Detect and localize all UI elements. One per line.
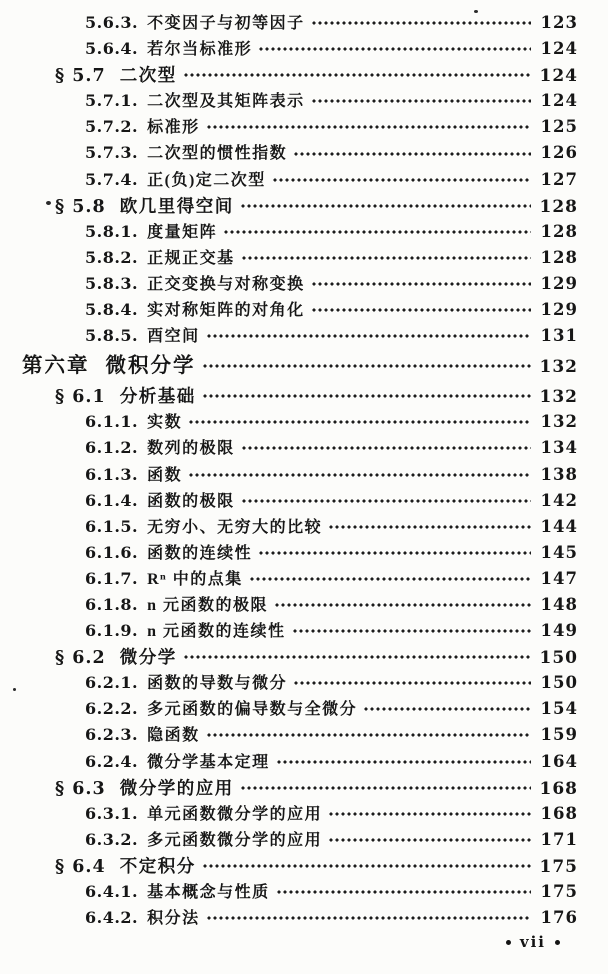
entry-number: 6.1.3. — [85, 464, 139, 484]
dot-leader — [206, 332, 531, 340]
entry-title: 函数 — [147, 466, 183, 484]
toc-entry — [0, 383, 608, 409]
entry-title: 标准形 — [147, 119, 200, 137]
dot-leader — [223, 228, 531, 236]
toc-entry — [0, 618, 608, 644]
entry-page-number: 148 — [540, 594, 578, 614]
entry-page-number: 154 — [540, 699, 578, 719]
entry-number: 5.8.5. — [85, 326, 139, 346]
dot-leader — [276, 758, 531, 766]
entry-number: § 5.7 — [55, 66, 106, 87]
dot-leader — [293, 679, 531, 687]
entry-page-number: 132 — [540, 412, 578, 432]
dot-leader — [311, 19, 531, 27]
entry-number: 5.8.2. — [85, 247, 139, 267]
toc-entry — [0, 905, 608, 931]
entry-title: 函数的导数与微分 — [147, 675, 288, 693]
toc-entry — [0, 775, 608, 801]
entry-page-number: 134 — [540, 438, 578, 458]
entry-number: § 6.3 — [55, 778, 106, 799]
entry-page-number: 175 — [539, 856, 578, 877]
entry-title: 积分法 — [147, 910, 200, 928]
toc-entry — [0, 879, 608, 905]
dot-leader — [241, 497, 531, 505]
toc-entry — [0, 114, 608, 140]
entry-page-number: 150 — [540, 673, 578, 693]
entry-number: § 6.2 — [55, 648, 106, 669]
entry-number: § 6.4 — [55, 856, 106, 877]
entry-page-number: 128 — [539, 196, 578, 217]
entry-page-number: 131 — [540, 326, 578, 346]
entry-title: 酉空间 — [147, 328, 200, 346]
entry-title: 实对称矩阵的对角化 — [147, 302, 305, 320]
toc-entry — [0, 349, 608, 383]
toc-entry — [0, 670, 608, 696]
entry-page-number: 142 — [540, 490, 578, 510]
entry-page-number: 124 — [539, 66, 578, 87]
toc-entry — [0, 540, 608, 566]
entry-title: 基本概念与性质 — [147, 884, 270, 901]
dot-leader — [202, 392, 531, 400]
entry-page-number: 164 — [540, 751, 578, 771]
entry-page-number: 124 — [540, 91, 578, 111]
entry-number: § 5.8 — [55, 196, 106, 217]
entry-title: 多元函数微分学的应用 — [147, 831, 323, 849]
entry-page-number: 128 — [540, 247, 578, 267]
entry-title: 函数的极限 — [147, 492, 235, 510]
entry-title: 分析基础 — [119, 386, 196, 407]
toc-entry — [0, 462, 608, 488]
dot-leader — [206, 914, 531, 922]
toc-entry — [0, 722, 608, 748]
dot-leader — [249, 575, 531, 583]
entry-page-number: 132 — [539, 387, 578, 408]
entry-page-number: 149 — [540, 621, 578, 641]
entry-page-number: 127 — [540, 169, 578, 189]
toc-entry — [0, 10, 608, 36]
dot-leader — [328, 523, 531, 531]
entry-title: 二次型及其矩阵表示 — [147, 93, 305, 111]
toc-entry — [0, 435, 608, 461]
dot-leader — [188, 471, 531, 479]
dot-leader — [183, 653, 531, 661]
entry-number: 6.4.2. — [85, 908, 139, 928]
entry-page-number: 124 — [540, 39, 578, 59]
entry-page-number: 176 — [540, 908, 578, 928]
dot-leader — [183, 71, 531, 79]
toc-entry — [0, 592, 608, 618]
entry-number: 5.7.4. — [85, 169, 139, 189]
entry-title: 正交变换与对称变换 — [147, 275, 305, 293]
toc-list — [0, 10, 608, 931]
dot-leader — [311, 280, 531, 288]
entry-page-number: 159 — [540, 725, 578, 745]
entry-title: 微分学 — [119, 647, 177, 668]
toc-entry — [0, 488, 608, 514]
entry-number: 6.1.8. — [85, 594, 139, 614]
entry-page-number: 147 — [540, 568, 578, 588]
dot-leader — [276, 888, 531, 896]
entry-page-number: 171 — [540, 829, 578, 849]
entry-number: 6.1.1. — [85, 412, 139, 432]
dot-leader — [258, 549, 531, 557]
entry-title: 实数 — [147, 414, 183, 432]
scan-artifact-dot — [474, 10, 478, 13]
entry-page-number: 144 — [540, 516, 578, 536]
toc-entry — [0, 62, 608, 88]
dot-leader — [293, 150, 531, 158]
entry-title: 不定积分 — [119, 855, 196, 876]
entry-number: 5.8.1. — [85, 221, 139, 241]
entry-title: 微分学的应用 — [119, 777, 234, 798]
entry-title: 正规正交基 — [147, 249, 235, 267]
entry-page-number: 175 — [540, 882, 578, 901]
entry-number: 6.2.3. — [85, 725, 139, 745]
entry-number: 5.6.4. — [85, 39, 139, 59]
toc-entry — [0, 36, 608, 62]
dot-leader — [240, 202, 531, 210]
footer-bullet-icon — [506, 940, 511, 945]
entry-page-number: 125 — [540, 117, 578, 137]
entry-title: Rⁿ 中的点集 — [147, 570, 243, 588]
entry-title: 正(负)定二次型 — [147, 171, 266, 189]
entry-page-number: 123 — [540, 13, 578, 32]
dot-leader — [258, 45, 531, 53]
entry-number: 5.6.3. — [85, 13, 139, 32]
dot-leader — [206, 731, 531, 739]
scan-artifact-dot — [46, 201, 51, 205]
toc-entry — [0, 323, 608, 349]
entry-number: 5.8.3. — [85, 273, 139, 293]
entry-title: 微积分学 — [105, 355, 196, 378]
toc-entry — [0, 219, 608, 245]
entry-page-number: 126 — [540, 143, 578, 163]
entry-number: 6.3.2. — [85, 829, 139, 849]
entry-title: n 元函数的极限 — [147, 596, 269, 614]
entry-title: 数列的极限 — [147, 440, 235, 458]
entry-title: 函数的连续性 — [147, 544, 253, 562]
dot-leader — [311, 97, 531, 105]
entry-title: 不变因子与初等因子 — [147, 15, 305, 32]
entry-number: 6.1.4. — [85, 490, 139, 510]
dot-leader — [188, 418, 531, 426]
dot-leader — [202, 362, 532, 370]
toc-entry — [0, 167, 608, 193]
entry-number: 6.1.7. — [85, 568, 139, 588]
dot-leader — [241, 254, 531, 262]
toc-entry — [0, 801, 608, 827]
entry-number: 6.2.1. — [85, 673, 139, 693]
entry-title: 欧几里得空间 — [119, 195, 234, 216]
dot-leader — [202, 862, 531, 870]
toc-entry — [0, 827, 608, 853]
entry-title: 二次型 — [119, 65, 177, 86]
entry-page-number: 129 — [540, 300, 578, 320]
dot-leader — [274, 601, 531, 609]
toc-entry — [0, 409, 608, 435]
dot-leader — [311, 306, 531, 314]
entry-page-number: 138 — [540, 464, 578, 484]
dot-leader — [240, 784, 531, 792]
dot-leader — [328, 836, 531, 844]
toc-entry — [0, 853, 608, 879]
toc-entry — [0, 140, 608, 166]
toc-entry — [0, 644, 608, 670]
entry-number: 6.1.9. — [85, 621, 139, 641]
page-footer — [0, 933, 608, 951]
entry-page-number: 145 — [540, 542, 578, 562]
footer-page-number: vii — [519, 933, 546, 951]
dot-leader — [328, 810, 531, 818]
entry-number: 6.1.5. — [85, 516, 139, 536]
entry-number: 6.4.1. — [85, 882, 139, 901]
entry-page-number: 168 — [539, 778, 578, 799]
entry-number: 5.7.1. — [85, 91, 139, 111]
entry-page-number: 129 — [540, 273, 578, 293]
entry-title: n 元函数的连续性 — [147, 623, 286, 641]
dot-leader — [363, 705, 531, 713]
entry-title: 多元函数的偏导数与全微分 — [147, 701, 358, 719]
toc-entry — [0, 749, 608, 775]
entry-page-number: 128 — [540, 221, 578, 241]
toc-entry — [0, 297, 608, 323]
dot-leader — [292, 627, 531, 635]
dot-leader — [272, 176, 531, 184]
entry-number: 6.1.6. — [85, 542, 139, 562]
toc-entry — [0, 88, 608, 114]
entry-number: 6.3.1. — [85, 803, 139, 823]
entry-number: 6.2.2. — [85, 699, 139, 719]
toc-entry — [0, 245, 608, 271]
entry-number: 6.2.4. — [85, 751, 139, 771]
entry-title: 度量矩阵 — [147, 223, 218, 241]
toc-entry — [0, 696, 608, 722]
entry-title: 无穷小、无穷大的比较 — [147, 518, 323, 536]
entry-number: 第六章 — [22, 355, 90, 378]
entry-title: 二次型的惯性指数 — [147, 145, 288, 163]
entry-number: § 6.1 — [55, 387, 106, 408]
entry-number: 5.7.2. — [85, 117, 139, 137]
toc-entry — [0, 566, 608, 592]
entry-page-number: 168 — [540, 803, 578, 823]
toc-entry — [0, 514, 608, 540]
entry-number: 5.7.3. — [85, 143, 139, 163]
scan-artifact-dot — [13, 688, 16, 691]
toc-entry — [0, 193, 608, 219]
entry-page-number: 150 — [539, 648, 578, 669]
entry-title: 单元函数微分学的应用 — [147, 805, 323, 823]
entry-page-number: 132 — [539, 357, 578, 378]
entry-number: 5.8.4. — [85, 300, 139, 320]
entry-title: 若尔当标准形 — [147, 41, 253, 59]
dot-leader — [241, 444, 531, 452]
entry-title: 微分学基本定理 — [147, 753, 270, 771]
toc-entry — [0, 271, 608, 297]
entry-number: 6.1.2. — [85, 438, 139, 458]
footer-bullet-icon — [555, 940, 560, 945]
entry-title: 隐函数 — [147, 727, 200, 745]
dot-leader — [206, 123, 531, 131]
